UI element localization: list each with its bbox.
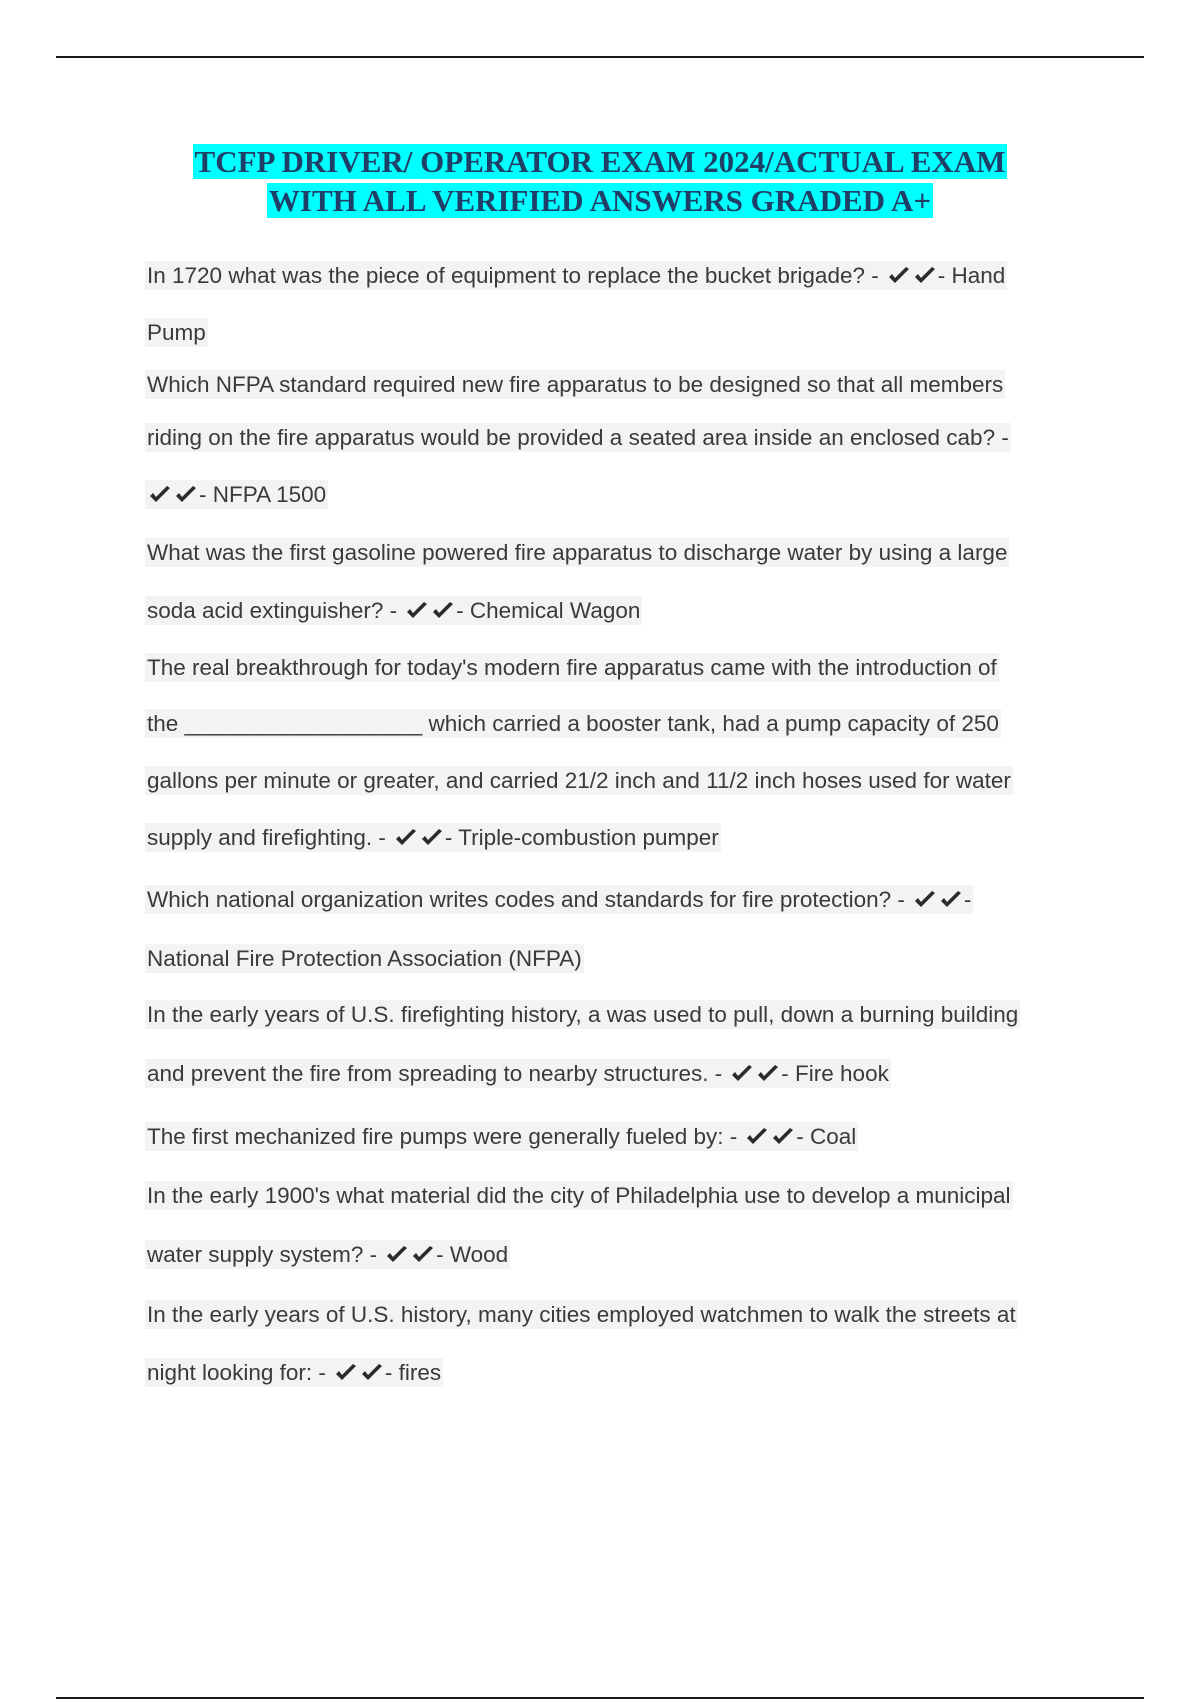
answer-text: - bbox=[963, 887, 972, 912]
question-text: the ___________________ which carried a booster tank, had a pump capacity of 250 bbox=[147, 711, 999, 736]
checkmark-icon bbox=[174, 485, 198, 505]
qa-line bbox=[145, 1181, 1013, 1211]
checkmark-icon bbox=[334, 1363, 358, 1383]
qa-line-text bbox=[145, 1000, 1020, 1029]
checkmark-icon bbox=[148, 485, 172, 505]
qa-line-text bbox=[145, 1300, 1018, 1329]
question-text: water supply system? - bbox=[147, 1242, 378, 1267]
checkmark-icon bbox=[756, 1064, 780, 1084]
answer-text: - Coal bbox=[796, 1124, 857, 1149]
qa-line bbox=[145, 596, 642, 626]
answer-text: - fires bbox=[384, 1360, 442, 1385]
title-line-2: WITH ALL VERIFIED ANSWERS GRADED A+ bbox=[268, 183, 932, 218]
title-line-1: TCFP DRIVER/ OPERATOR EXAM 2024/ACTUAL EXAM bbox=[194, 144, 1006, 179]
qa-line bbox=[145, 766, 1013, 796]
question-text: soda acid extinguisher? - bbox=[147, 598, 398, 623]
question-text: gallons per minute or greater, and carried 21/2 inch and 11/2 inch hoses used for water bbox=[147, 768, 1011, 793]
qa-line bbox=[145, 1000, 1020, 1030]
checkmark-icon bbox=[730, 1064, 754, 1084]
qa-line bbox=[145, 318, 208, 348]
qa-line-text bbox=[145, 1059, 891, 1088]
qa-line bbox=[145, 261, 1007, 291]
checkmark-icon bbox=[420, 828, 444, 848]
checkmark-icon bbox=[745, 1127, 769, 1147]
question-text: The real breakthrough for today's modern fire apparatus came with the introduction of bbox=[147, 655, 997, 680]
qa-line bbox=[145, 885, 973, 915]
qa-line-text bbox=[145, 261, 1007, 290]
qa-line bbox=[145, 1300, 1018, 1330]
qa-line-text bbox=[145, 1358, 443, 1387]
checkmark-icon bbox=[405, 601, 429, 621]
qa-line bbox=[145, 480, 328, 510]
qa-line bbox=[145, 538, 1009, 568]
question-text: In the early 1900's what material did the city of Philadelphia use to develop a municipal bbox=[147, 1183, 1011, 1208]
checkmark-icon bbox=[887, 266, 911, 286]
qa-line-text bbox=[145, 944, 584, 973]
answer-text: - Chemical Wagon bbox=[456, 598, 641, 623]
checkmark-icon bbox=[913, 890, 937, 910]
question-text: Which national organization writes codes and standards for fire protection? - bbox=[147, 887, 905, 912]
answer-text: - NFPA 1500 bbox=[199, 482, 327, 507]
qa-line-text bbox=[145, 596, 642, 625]
qa-line bbox=[145, 1240, 510, 1270]
qa-line bbox=[145, 1122, 858, 1152]
qa-line-text bbox=[145, 1122, 858, 1151]
checkmark-icon bbox=[385, 1245, 409, 1265]
qa-list bbox=[145, 0, 1085, 1450]
qa-line-text bbox=[145, 480, 328, 509]
qa-line-text bbox=[145, 318, 208, 347]
answer-text: - Hand bbox=[937, 263, 1006, 288]
question-text: In 1720 what was the piece of equipment to replace the bucket brigade? - bbox=[147, 263, 879, 288]
qa-line-text bbox=[145, 709, 1001, 738]
answer-text: - Wood bbox=[436, 1242, 509, 1267]
bottom-rule bbox=[56, 1697, 1144, 1699]
qa-line bbox=[145, 823, 721, 853]
qa-line bbox=[145, 944, 584, 974]
qa-line bbox=[145, 709, 1001, 739]
question-text: The first mechanized fire pumps were generally fueled by: - bbox=[147, 1124, 738, 1149]
qa-line-text bbox=[145, 653, 999, 682]
question-text: Pump bbox=[147, 320, 206, 345]
qa-line bbox=[145, 1059, 891, 1089]
question-text: supply and firefighting. - bbox=[147, 825, 386, 850]
qa-line-text bbox=[145, 1240, 510, 1269]
answer-text: - Triple-combustion pumper bbox=[444, 825, 719, 850]
question-text: Which NFPA standard required new fire apparatus to be designed so that all members bbox=[147, 372, 1004, 397]
checkmark-icon bbox=[360, 1363, 384, 1383]
checkmark-icon bbox=[431, 601, 455, 621]
checkmark-icon bbox=[771, 1127, 795, 1147]
question-text: night looking for: - bbox=[147, 1360, 326, 1385]
checkmark-icon bbox=[939, 890, 963, 910]
question-text: What was the first gasoline powered fire apparatus to discharge water by using a large bbox=[147, 540, 1008, 565]
qa-line-text bbox=[145, 423, 1011, 452]
question-text: riding on the fire apparatus would be provided a seated area inside an enclosed cab? - bbox=[147, 425, 1009, 450]
qa-line-text bbox=[145, 766, 1013, 795]
qa-line-text bbox=[145, 370, 1005, 399]
qa-line bbox=[145, 1358, 443, 1388]
question-text: National Fire Protection Association (NFPA) bbox=[147, 946, 582, 971]
question-text: In the early years of U.S. firefighting history, a was used to pull, down a burning building bbox=[147, 1002, 1019, 1027]
checkmark-icon bbox=[913, 266, 937, 286]
qa-line bbox=[145, 653, 999, 683]
answer-text: - Fire hook bbox=[781, 1061, 889, 1086]
checkmark-icon bbox=[394, 828, 418, 848]
qa-line-text bbox=[145, 538, 1009, 567]
question-text: and prevent the fire from spreading to nearby structures. - bbox=[147, 1061, 723, 1086]
qa-line bbox=[145, 423, 1011, 453]
checkmark-icon bbox=[411, 1245, 435, 1265]
qa-line-text bbox=[145, 823, 721, 852]
qa-line-text bbox=[145, 1181, 1013, 1210]
question-text: In the early years of U.S. history, many cities employed watchmen to walk the streets at bbox=[147, 1302, 1016, 1327]
qa-line bbox=[145, 370, 1005, 400]
qa-line-text bbox=[145, 885, 973, 914]
